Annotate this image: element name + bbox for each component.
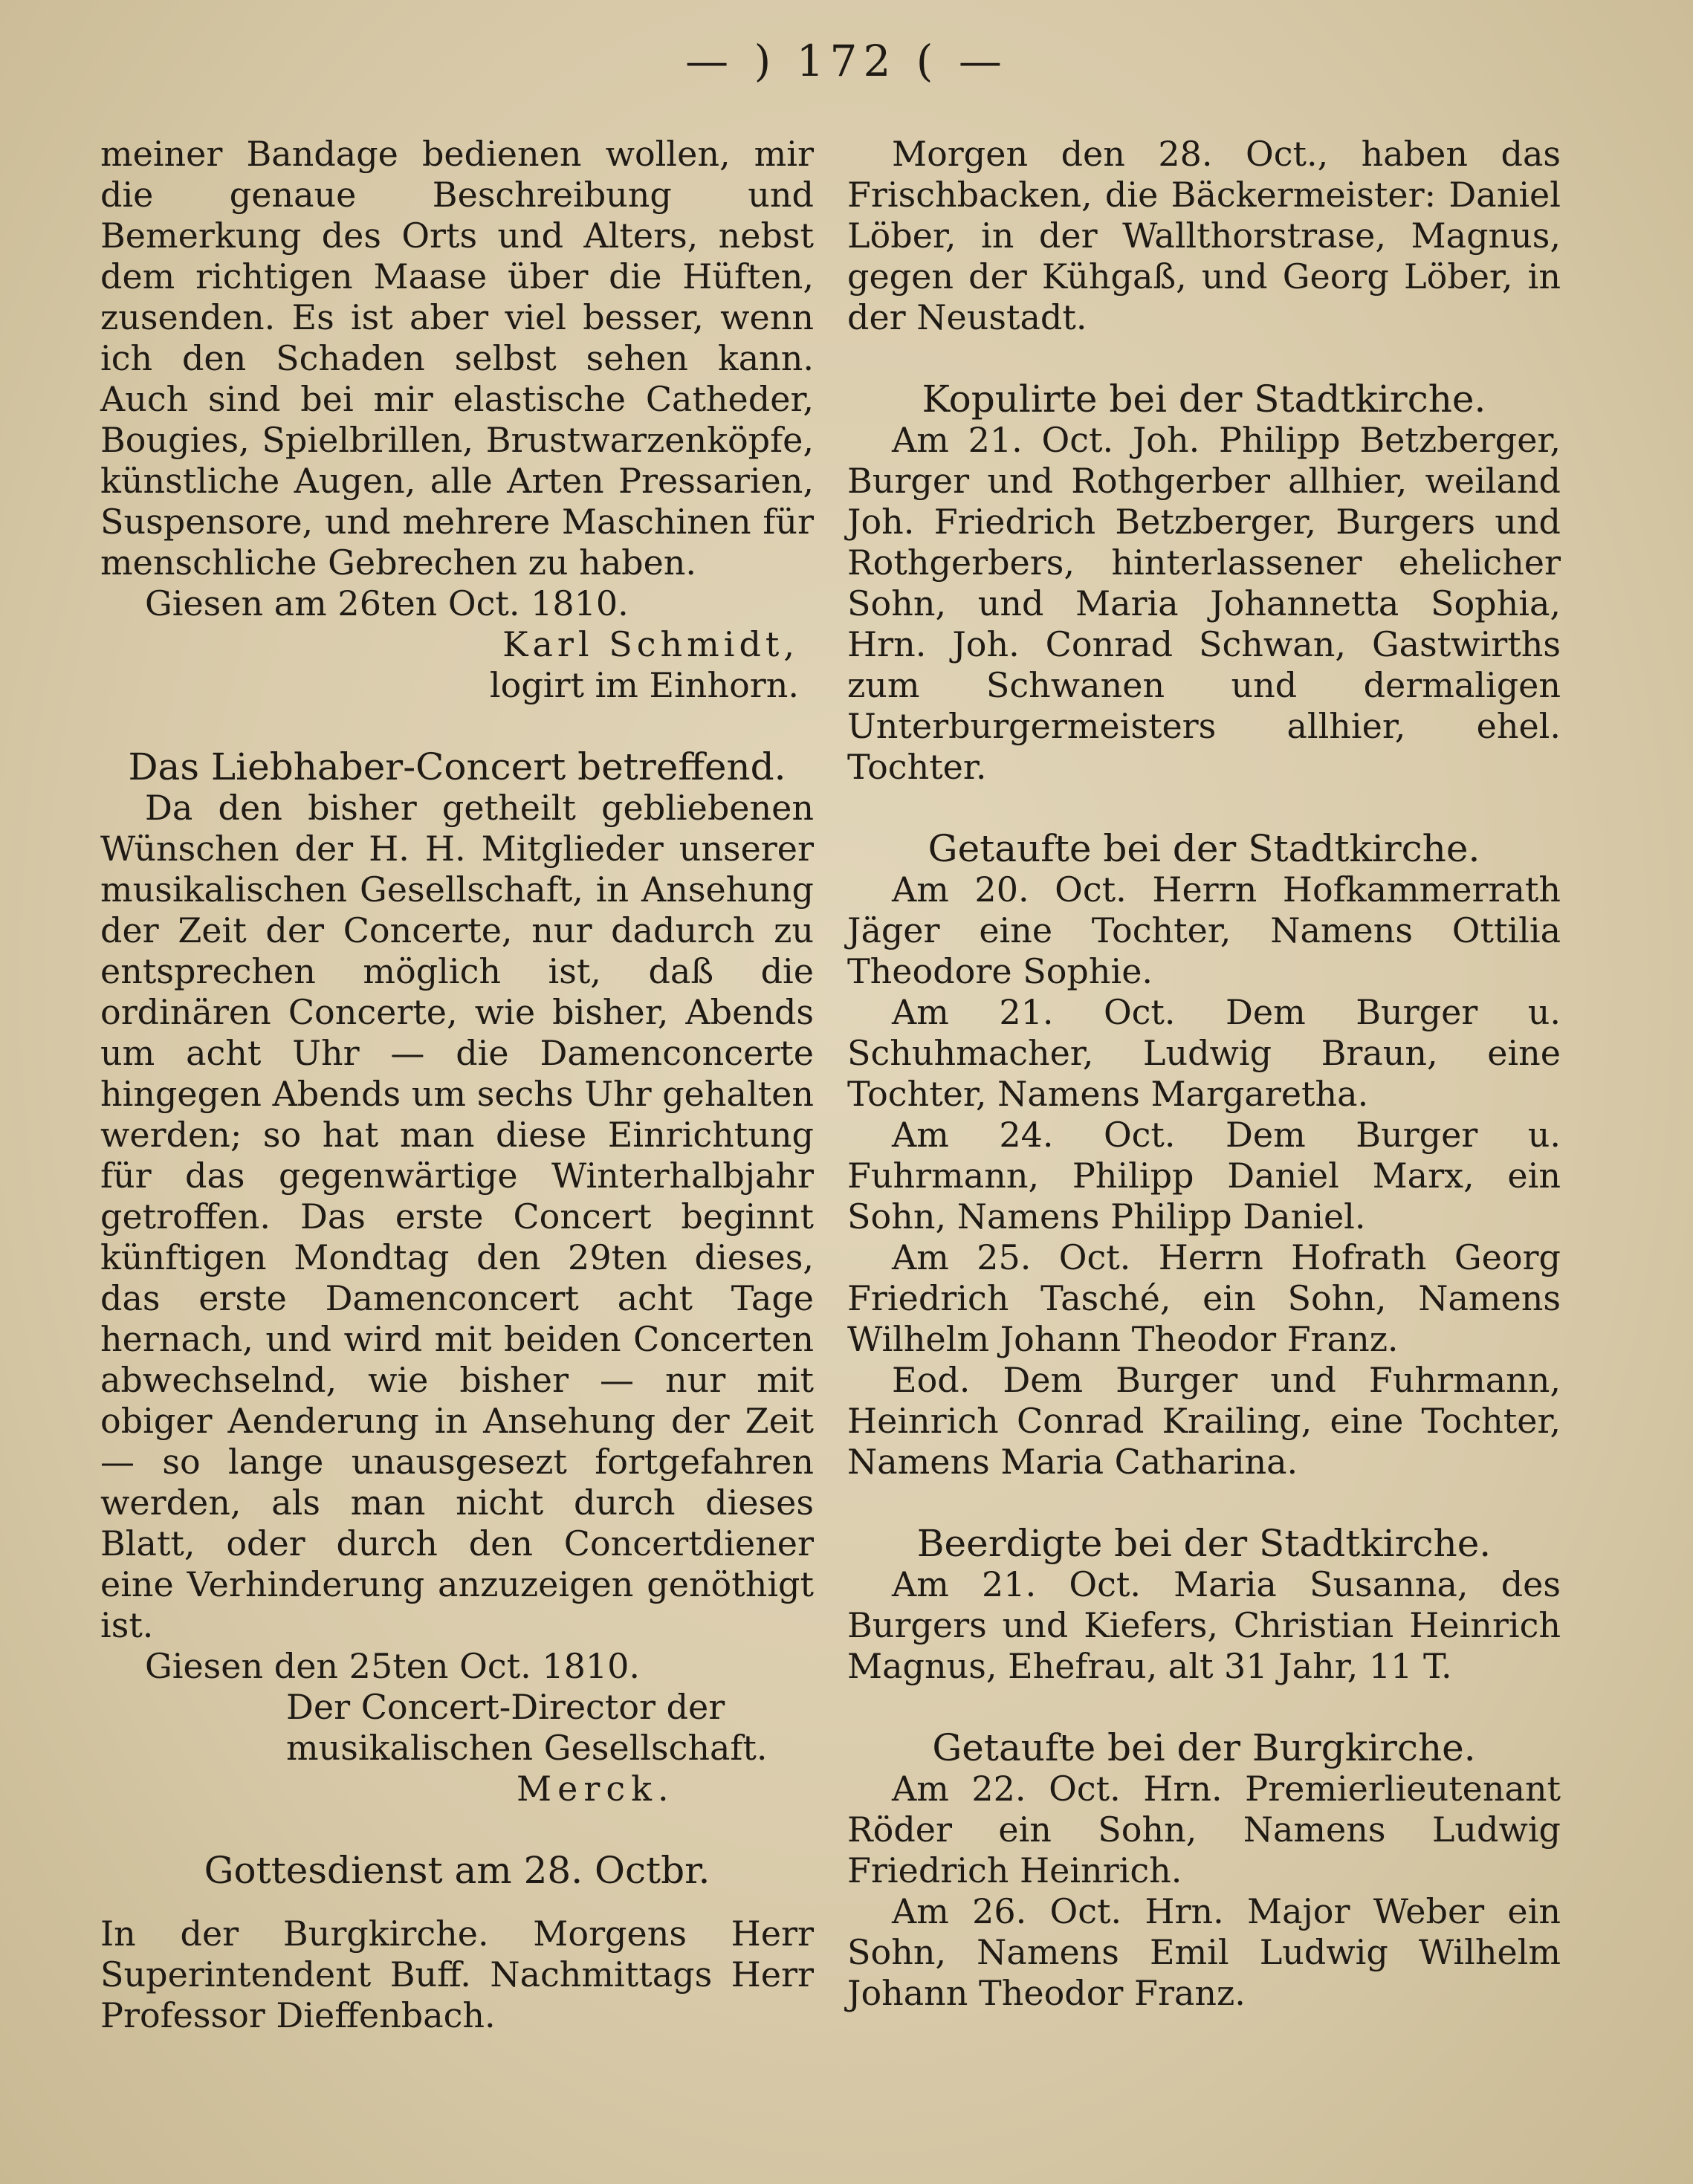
marriage-entry: Am 21. Oct. Joh. Philipp Betzberger, Burger und Rothgerber allhier, weiland Joh. Friedrich Betzberger, Burgers und Rothgerbers, hinterlassener ehelicher Sohn, und Maria Johannetta Sophia, Hrn. Joh. Conrad Schwan, Gastwirths zum Schwanen und dermaligen Unterburgermeisters allhier, ehel. Tochter. — [847, 420, 1561, 787]
burials-heading: Beerdigte bei der Stadtkirche. — [916, 1522, 1492, 1565]
service-heading: Gottesdienst am 28. Octbr. — [204, 1849, 710, 1892]
baptism-entry: Am 20. Oct. Herrn Hofkammerrath Jäger eine Tochter, Namens Ottilia Theodore Sophie. — [847, 869, 1561, 991]
ad-signer-name: Karl Schmidt, — [502, 624, 799, 664]
baptisms-burgkirche-heading: Getaufte bei der Burgkirche. — [932, 1726, 1476, 1769]
baptism-entry: Am 21. Oct. Dem Burger u. Schuhmacher, Ludwig Braun, eine Tochter, Namens Margaretha. — [847, 992, 1561, 1114]
concert-heading: Das Liebhaber-Concert betreffend. — [128, 745, 786, 788]
baptism-entry: Eod. Dem Burger und Fuhrmann, Heinrich Conrad Krailing, eine Tochter, Namens Maria Catharina. — [847, 1360, 1561, 1482]
page-number-header: — ) 172 ( — — [685, 36, 1008, 86]
service-text: In der Burgkirche. Morgens Herr Superintendent Buff. Nachmittags Herr Professor Dieffenbach. — [100, 1914, 814, 2035]
baptisms-stadtkirche-heading: Getaufte bei der Stadtkirche. — [928, 827, 1480, 870]
concert-text: Da den bisher getheilt gebliebenen Wünschen der H. H. Mitglieder unserer musikalischen Gesellschaft, in Ansehung der Zeit der Concerte, nur dadurch zu entsprechen möglich ist, daß die ordinären Concerte, wie bisher, Abends um acht Uhr — die Damenconcerte hingegen Abends um sechs Uhr gehalten werden; so hat man diese Einrichtung für das gegenwärtige Winterhalbjahr getroffen. Das erste Concert beginnt künftigen Mondtag den 29ten dieses, das erste Damenconcert acht Tage hernach, und wird mit beiden Concerten abwechselnd, wie bisher — nur mit obiger Aenderung in Ansehung der Zeit — so lange unausgesezt fortgefahren werden, als man nicht durch dieses Blatt, oder durch den Concertdiener eine Verhinderung anzuzeigen genöthigt ist. — [100, 788, 814, 1645]
baptism-entry: Am 24. Oct. Dem Burger u. Fuhrmann, Philipp Daniel Marx, ein Sohn, Namens Philipp Daniel. — [847, 1115, 1561, 1237]
bakers-notice: Morgen den 28. Oct., haben das Frischbacken, die Bäckermeister: Daniel Löber, in der Wallthorstrase, Magnus, gegen der Kühgaß, und Georg Löber, in der Neustadt. — [847, 134, 1561, 337]
ad-place-date: Giesen am 26ten Oct. 1810. — [145, 583, 629, 623]
baptism-entry: Am 26. Oct. Hrn. Major Weber ein Sohn, Namens Emil Ludwig Wilhelm Johann Theodor Franz. — [847, 1891, 1561, 2013]
burial-entry: Am 21. Oct. Maria Susanna, des Burgers und Kiefers, Christian Heinrich Magnus, Ehefrau, alt 31 Jahr, 11 T. — [847, 1564, 1561, 1686]
bandage-advertisement: meiner Bandage bedienen wollen, mir die genaue Beschreibung und Bemerkung des Orts und Alters, nebst dem richtigen Maase über die Hüften, zusenden. Es ist aber viel besser, wenn ich den Schaden selbst sehen kann. Auch sind bei mir elastische Catheder, Bougies, Spielbrillen, Brustwarzenköpfe, künstliche Augen, alle Arten Pressarien, Suspensore, und mehrere Maschinen für menschliche Gebrechen zu haben. — [100, 134, 814, 583]
marriages-heading: Kopulirte bei der Stadtkirche. — [922, 377, 1486, 421]
right-column — [847, 134, 1561, 2014]
baptism-entry: Am 25. Oct. Herrn Hofrath Georg Friedrich Tasché, ein Sohn, Namens Wilhelm Johann Theodor Franz. — [847, 1237, 1561, 1359]
concert-place-date: Giesen den 25ten Oct. 1810. — [145, 1646, 641, 1686]
baptism-entry: Am 22. Oct. Hrn. Premierlieutenant Röder ein Sohn, Namens Ludwig Friedrich Heinrich. — [847, 1769, 1561, 1890]
ad-signer-note: logirt im Einhorn. — [489, 665, 799, 705]
concert-director: Der Concert-Director der musikalischen Gesellschaft. — [286, 1687, 768, 1768]
left-column — [100, 134, 814, 2036]
concert-director-name: Merck. — [517, 1769, 675, 1809]
